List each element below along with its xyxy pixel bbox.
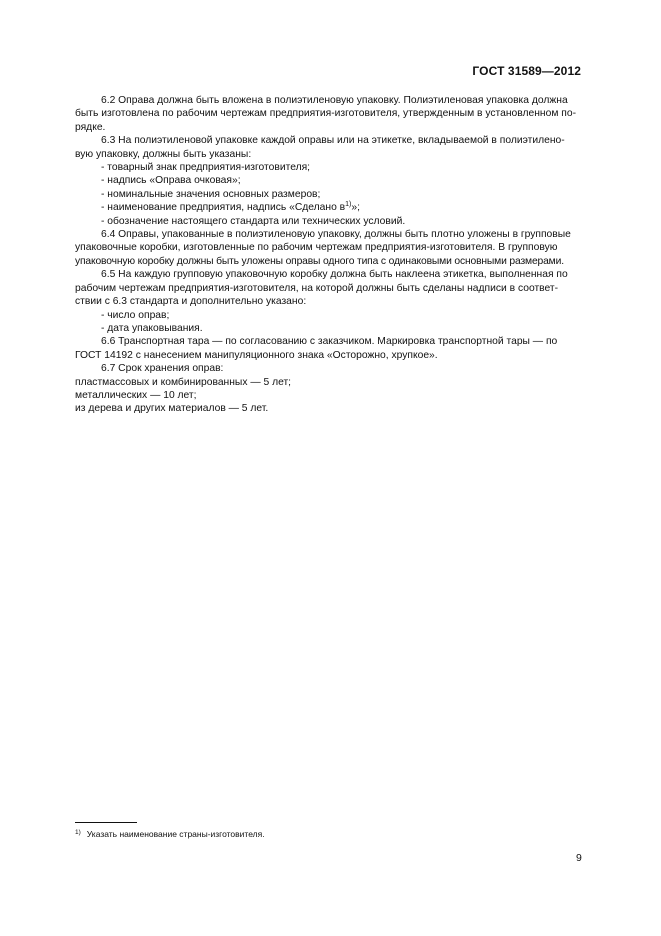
- list-item-text: - наименование предприятия, надпись «Сделано в: [101, 202, 346, 214]
- list-item: - номинальные значения основных размеров;: [101, 188, 321, 200]
- footnote-reference: 1): [345, 201, 352, 209]
- list-item: - надпись «Оправа очковая»;: [101, 175, 241, 187]
- list-item: - обозначение настоящего стандарта или технических условий.: [101, 215, 406, 227]
- section-6-4: [75, 228, 581, 268]
- list-item: - дата упаковывания.: [101, 322, 203, 334]
- list-item: пластмассовых и комбинированных — 5 лет;: [75, 376, 292, 388]
- section-6-3-line-1: 6.3 На полиэтиленовой упаковке каждой оправы или на этикетке, вкладываемой в полиэтилено-: [101, 135, 565, 147]
- section-6-6: [75, 335, 581, 362]
- section-6-4-line-3: упаковочную коробку должны быть уложены оправы одного типа с одинаковыми основными размерами.: [75, 255, 564, 267]
- footnote: [75, 829, 265, 839]
- section-6-2-line-1: 6.2 Оправа должна быть вложена в полиэтиленовую упаковку. Полиэтиленовая упаковка должна: [101, 95, 568, 106]
- list-item: - товарный знак предприятия-изготовителя;: [101, 162, 311, 174]
- section-6-5-line-2: рабочим чертежам предприятия-изготовителя, на которой должны быть сделаны надписи в соответ-: [75, 282, 559, 294]
- section-6-6-line-1: 6.6 Транспортная тара — по согласованию с заказчиком. Маркировка транспортной тары — по: [101, 336, 558, 348]
- section-6-2-line-2: быть изготовлена по рабочим чертежам предприятия-изготовителя, утвержденным в установленном по-: [75, 108, 576, 120]
- section-6-5-line-1: 6.5 На каждую групповую упаковочную коробку должна быть наклеена этикетка, выполненная по: [101, 269, 568, 281]
- section-6-2-line-3: рядке.: [75, 121, 106, 133]
- list-item: - число оправ;: [101, 309, 170, 321]
- page-number: 9: [576, 852, 582, 864]
- section-6-5: [75, 268, 581, 335]
- document-body: [75, 94, 581, 416]
- section-6-4-line-1: 6.4 Оправы, упакованные в полиэтиленовую упаковку, должны быть плотно уложены в групповые: [101, 229, 571, 241]
- section-6-3: [75, 134, 581, 228]
- list-item: из дерева и других материалов — 5 лет.: [75, 403, 269, 415]
- section-6-7: [75, 362, 581, 416]
- list-item: металлических — 10 лет;: [75, 389, 197, 401]
- document-standard-header: ГОСТ 31589—2012: [472, 64, 581, 78]
- footnote-marker: 1): [75, 829, 81, 836]
- section-6-5-line-3: ствии с 6.3 стандарта и дополнительно указано:: [75, 296, 307, 308]
- list-item-tail: »;: [351, 202, 360, 214]
- section-6-6-line-2: ГОСТ 14192 с нанесением манипуляционного знака «Осторожно, хрупкое».: [75, 349, 438, 361]
- list-item: [101, 201, 607, 214]
- section-6-3-line-2: вую упаковку, должны быть указаны:: [75, 148, 252, 160]
- footnote-divider: [75, 822, 137, 823]
- footnote-text: Указать наименование страны-изготовителя.: [86, 829, 265, 839]
- section-6-4-line-2: упаковочные коробки, изготовленные по рабочим чертежам предприятия-изготовителя. В групповую: [75, 242, 558, 254]
- section-6-7-title: 6.7 Срок хранения оправ:: [101, 363, 224, 375]
- section-6-2: [75, 94, 581, 134]
